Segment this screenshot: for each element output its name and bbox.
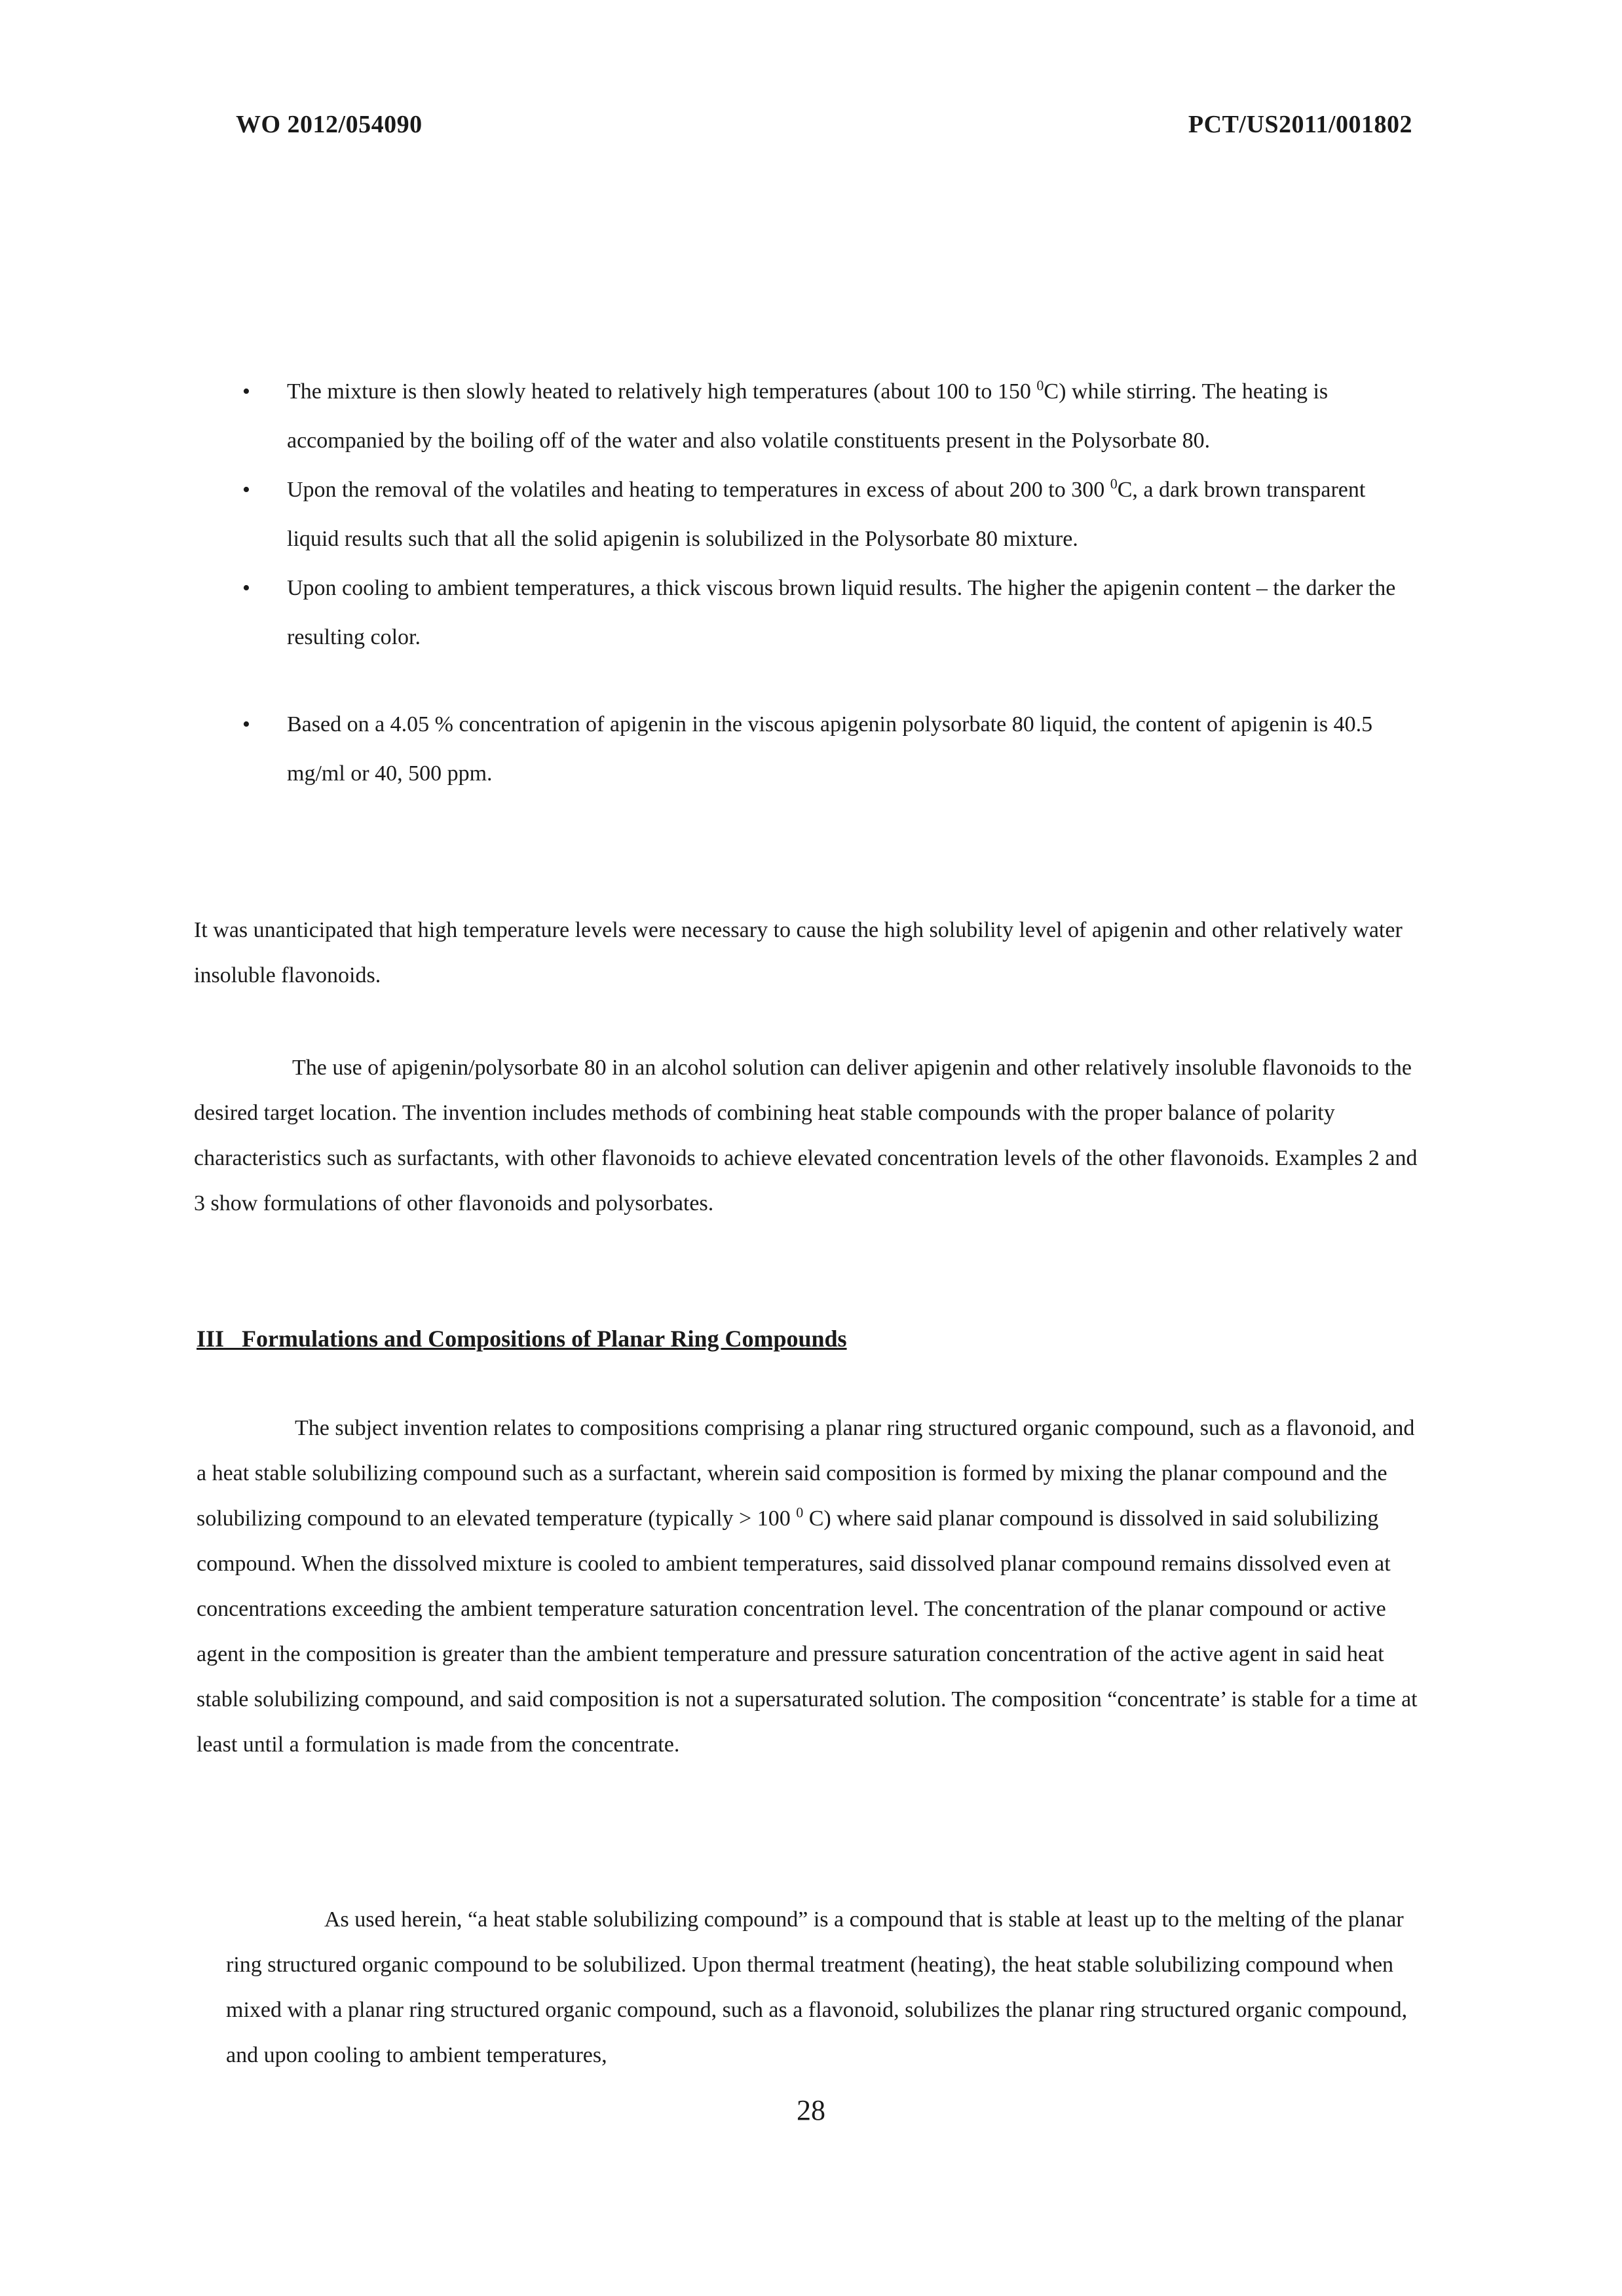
- paragraph-unanticipated: It was unanticipated that high temperature levels were necessary to cause the high solubility level of apigenin and other relatively water insoluble flavonoids.: [194, 918, 1403, 987]
- list-item: • Based on a 4.05 % concentration of apigenin in the viscous apigenin polysorbate 80 liquid, the content of apigenin is 40.5 mg/ml or 40, 500 ppm.: [242, 700, 1408, 798]
- paragraph-apigenin-polysorbate: The use of apigenin/polysorbate 80 in an alcohol solution can deliver apigenin and other relatively insoluble flavonoids to the desired target location. The invention includes methods of combining heat stable compounds with the proper balance of polarity characteristics such as surfactants, with other flavonoids to achieve elevated concentration levels of the other flavonoids. Examples 2 and 3 show formulations of other flavonoids and polysorbates.: [194, 1056, 1418, 1215]
- page-number: 28: [797, 2094, 825, 2126]
- section-heading: III Formulations and Compositions of Planar Ring Compounds: [197, 1326, 847, 1352]
- list-item: • Upon cooling to ambient temperatures, a thick viscous brown liquid results. The higher the apigenin content – the darker the resulting color.: [242, 564, 1408, 662]
- application-number: PCT/US2011/001802: [1188, 111, 1412, 138]
- publication-number: WO 2012/054090: [236, 111, 423, 138]
- paragraph-definition: As used herein, “a heat stable solubilizing compound” is a compound that is stable at least up to the melting of the planar ring structured organic compound to be solubilized. Upon thermal treatment (heating), the heat stable solubilizing compound when mixed with a planar ring structured organic compound, such as a flavonoid, solubilizes the planar ring structured organic compound, and upon cooling to ambient temperatures,: [226, 1907, 1408, 2067]
- paragraph-subject-invention: The subject invention relates to compositions comprising a planar ring structured organic compound, such as a flavonoid, and a heat stable solubilizing compound such as a surfactant, wherein said composition is formed by mixing the planar compound and the solubilizing compound to an elevated temperature (typically > 100 $^0$ C) where said planar compound is dissolved in said solubilizing compound. When the dissolved mixture is cooled to ambient temperatures, said dissolved planar compound remains dissolved even at concentrations exceeding the ambient temperature saturation concentration level. The concentration of the planar compound or active agent in the composition is greater than the ambient temperature and pressure saturation concentration of the active agent in said heat stable solubilizing compound, and said composition is not a supersaturated solution. The composition “concentrate’ is stable for a time at least until a formulation is made from the concentrate.: [197, 1416, 1418, 1757]
- process-steps-list: [242, 367, 1408, 798]
- list-item: • Upon the removal of the volatiles and heating to temperatures in excess of about 200 to 300 $^0$C, a dark brown transparent liquid results such that all the solid apigenin is solubilized in the Polysorbate 80 mixture.: [242, 465, 1408, 564]
- list-item: • The mixture is then slowly heated to relatively high temperatures (about 100 to 150 $^0$C) while stirring. The heating is accompanied by the boiling off of the water and also volatile constituents present in the Polysorbate 80.: [242, 367, 1408, 465]
